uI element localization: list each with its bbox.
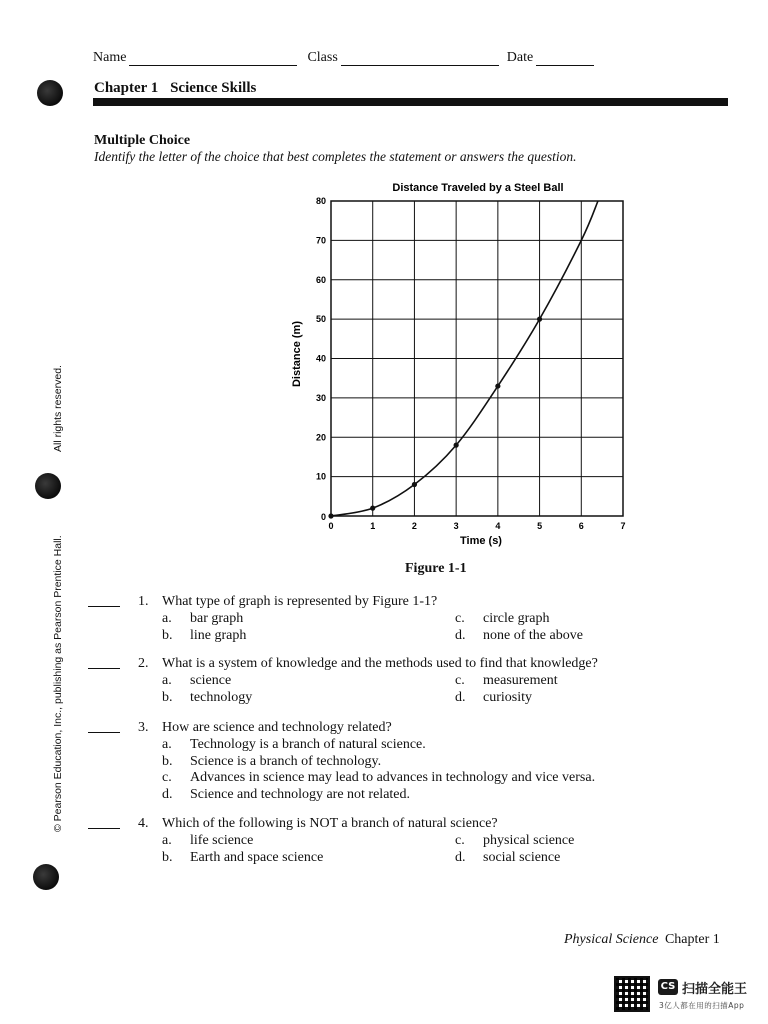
x-tick-label: 6 bbox=[578, 521, 584, 531]
y-tick-label: 60 bbox=[315, 274, 326, 285]
answer-option bbox=[455, 690, 532, 706]
data-point bbox=[454, 443, 459, 448]
answer-blank[interactable] bbox=[88, 828, 120, 829]
answer-option bbox=[455, 628, 583, 644]
answer-option bbox=[162, 850, 323, 866]
name-field[interactable] bbox=[129, 53, 297, 66]
chart-y-axis-label: Distance (m) bbox=[291, 320, 303, 388]
x-tick-label: 4 bbox=[495, 521, 501, 531]
cs-logo-icon: CS bbox=[658, 979, 678, 995]
y-tick-label: 50 bbox=[315, 314, 326, 325]
scanner-tagline: 3亿人都在用的扫描App bbox=[659, 1001, 745, 1010]
option-text: science bbox=[190, 673, 232, 688]
x-tick-label: 1 bbox=[370, 521, 376, 531]
answer-option bbox=[162, 770, 595, 786]
option-letter: a. bbox=[162, 611, 172, 626]
question-number: 3. bbox=[138, 720, 149, 735]
section-instructions: Identify the letter of the choice that best completes the statement or answers the question. bbox=[94, 149, 577, 164]
y-tick-label: 0 bbox=[320, 512, 326, 522]
binder-hole-bottom bbox=[33, 864, 59, 890]
option-letter: c. bbox=[455, 833, 465, 848]
question-number: 4. bbox=[138, 816, 149, 831]
header-fields bbox=[93, 50, 594, 66]
x-tick-label: 0 bbox=[328, 521, 334, 531]
data-point bbox=[328, 513, 333, 518]
answer-option bbox=[162, 611, 243, 627]
y-tick-label: 40 bbox=[315, 353, 326, 364]
option-letter: a. bbox=[162, 673, 172, 688]
chapter-heading bbox=[94, 80, 256, 97]
option-text: physical science bbox=[483, 833, 575, 848]
chart-title: Distance Traveled by a Steel Ball bbox=[392, 182, 564, 194]
answer-option bbox=[162, 737, 426, 753]
publisher-notice: © Pearson Education, Inc., publishing as Pearson Prentice Hall. bbox=[52, 535, 64, 832]
option-text: Advances in science may lead to advances in technology and vice versa. bbox=[190, 770, 596, 785]
date-field[interactable] bbox=[536, 53, 594, 66]
option-text: none of the above bbox=[483, 627, 583, 643]
answer-option bbox=[162, 628, 246, 644]
y-tick-label: 70 bbox=[315, 235, 326, 246]
scanner-watermark bbox=[614, 976, 760, 1016]
chapter-title: Science Skills bbox=[170, 80, 257, 96]
question-number: 2. bbox=[138, 656, 149, 671]
option-letter: d. bbox=[162, 786, 173, 802]
date-label: Date bbox=[506, 50, 534, 65]
scanner-app-name: 扫描全能王 bbox=[682, 982, 748, 997]
answer-option bbox=[455, 611, 549, 627]
rights-notice: All rights reserved. bbox=[52, 365, 64, 452]
option-letter: b. bbox=[162, 753, 173, 769]
question-text: What type of graph is represented by Figure 1-1? bbox=[162, 594, 438, 609]
y-tick-label: 20 bbox=[315, 432, 326, 443]
x-tick-label: 7 bbox=[620, 521, 626, 531]
option-letter: b. bbox=[162, 689, 173, 705]
data-point bbox=[370, 506, 375, 511]
x-tick-label: 5 bbox=[537, 521, 543, 531]
y-tick-label: 80 bbox=[315, 196, 326, 206]
option-text: social science bbox=[483, 849, 561, 865]
x-tick-label: 3 bbox=[453, 521, 459, 531]
option-text: Earth and space science bbox=[190, 849, 324, 865]
answer-option bbox=[162, 754, 381, 770]
data-point bbox=[537, 317, 542, 322]
option-text: Science is a branch of technology. bbox=[190, 753, 382, 769]
option-text: line graph bbox=[190, 627, 247, 643]
option-text: Science and technology are not related. bbox=[190, 786, 411, 802]
section-title: Multiple Choice bbox=[94, 133, 191, 148]
class-field[interactable] bbox=[341, 53, 499, 66]
question-text: What is a system of knowledge and the methods used to find that knowledge? bbox=[162, 656, 598, 671]
option-text: technology bbox=[190, 689, 253, 705]
option-text: life science bbox=[190, 833, 254, 848]
answer-option bbox=[455, 673, 558, 689]
answer-blank[interactable] bbox=[88, 606, 120, 607]
option-text: curiosity bbox=[483, 689, 532, 705]
y-tick-label: 30 bbox=[315, 392, 326, 403]
binder-hole-middle bbox=[35, 473, 61, 499]
option-letter: c. bbox=[455, 673, 465, 688]
y-tick-label: 10 bbox=[315, 471, 326, 482]
data-point bbox=[495, 383, 500, 388]
answer-option bbox=[162, 787, 410, 803]
question-text: How are science and technology related? bbox=[162, 720, 392, 735]
chapter-rule bbox=[93, 98, 728, 106]
chart-series bbox=[328, 201, 598, 519]
answer-blank[interactable] bbox=[88, 668, 120, 669]
footer-chapter: Chapter 1 bbox=[664, 932, 720, 947]
footer-book-title: Physical Science bbox=[564, 932, 659, 947]
page-footer bbox=[564, 932, 720, 948]
question-number: 1. bbox=[138, 594, 149, 609]
name-label: Name bbox=[93, 50, 127, 65]
data-point bbox=[412, 482, 417, 487]
figure-caption: Figure 1-1 bbox=[405, 561, 467, 576]
answer-option bbox=[162, 833, 253, 849]
option-letter: a. bbox=[162, 833, 172, 848]
option-text: bar graph bbox=[190, 611, 244, 626]
option-letter: c. bbox=[455, 611, 465, 626]
class-label: Class bbox=[307, 50, 338, 65]
option-letter: a. bbox=[162, 737, 172, 752]
chart-x-axis-label: Time (s) bbox=[460, 535, 502, 547]
option-letter: d. bbox=[455, 627, 466, 643]
chapter-number: Chapter 1 bbox=[94, 80, 159, 96]
answer-option bbox=[455, 833, 574, 849]
option-letter: b. bbox=[162, 627, 173, 643]
option-text: measurement bbox=[483, 673, 558, 688]
answer-option bbox=[162, 690, 252, 706]
question-text: Which of the following is NOT a branch of natural science? bbox=[162, 816, 498, 831]
option-text: Technology is a branch of natural science. bbox=[190, 737, 426, 752]
option-text: circle graph bbox=[483, 611, 550, 626]
x-tick-label: 2 bbox=[411, 521, 417, 531]
chart-grid bbox=[331, 201, 623, 516]
option-letter: d. bbox=[455, 849, 466, 865]
option-letter: d. bbox=[455, 689, 466, 705]
qr-code-icon bbox=[614, 976, 650, 1012]
binder-hole-top bbox=[37, 80, 63, 106]
answer-option bbox=[162, 673, 231, 689]
option-letter: b. bbox=[162, 849, 173, 865]
answer-blank[interactable] bbox=[88, 732, 120, 733]
distance-time-chart bbox=[280, 176, 650, 551]
answer-option bbox=[455, 850, 560, 866]
option-letter: c. bbox=[162, 770, 172, 785]
